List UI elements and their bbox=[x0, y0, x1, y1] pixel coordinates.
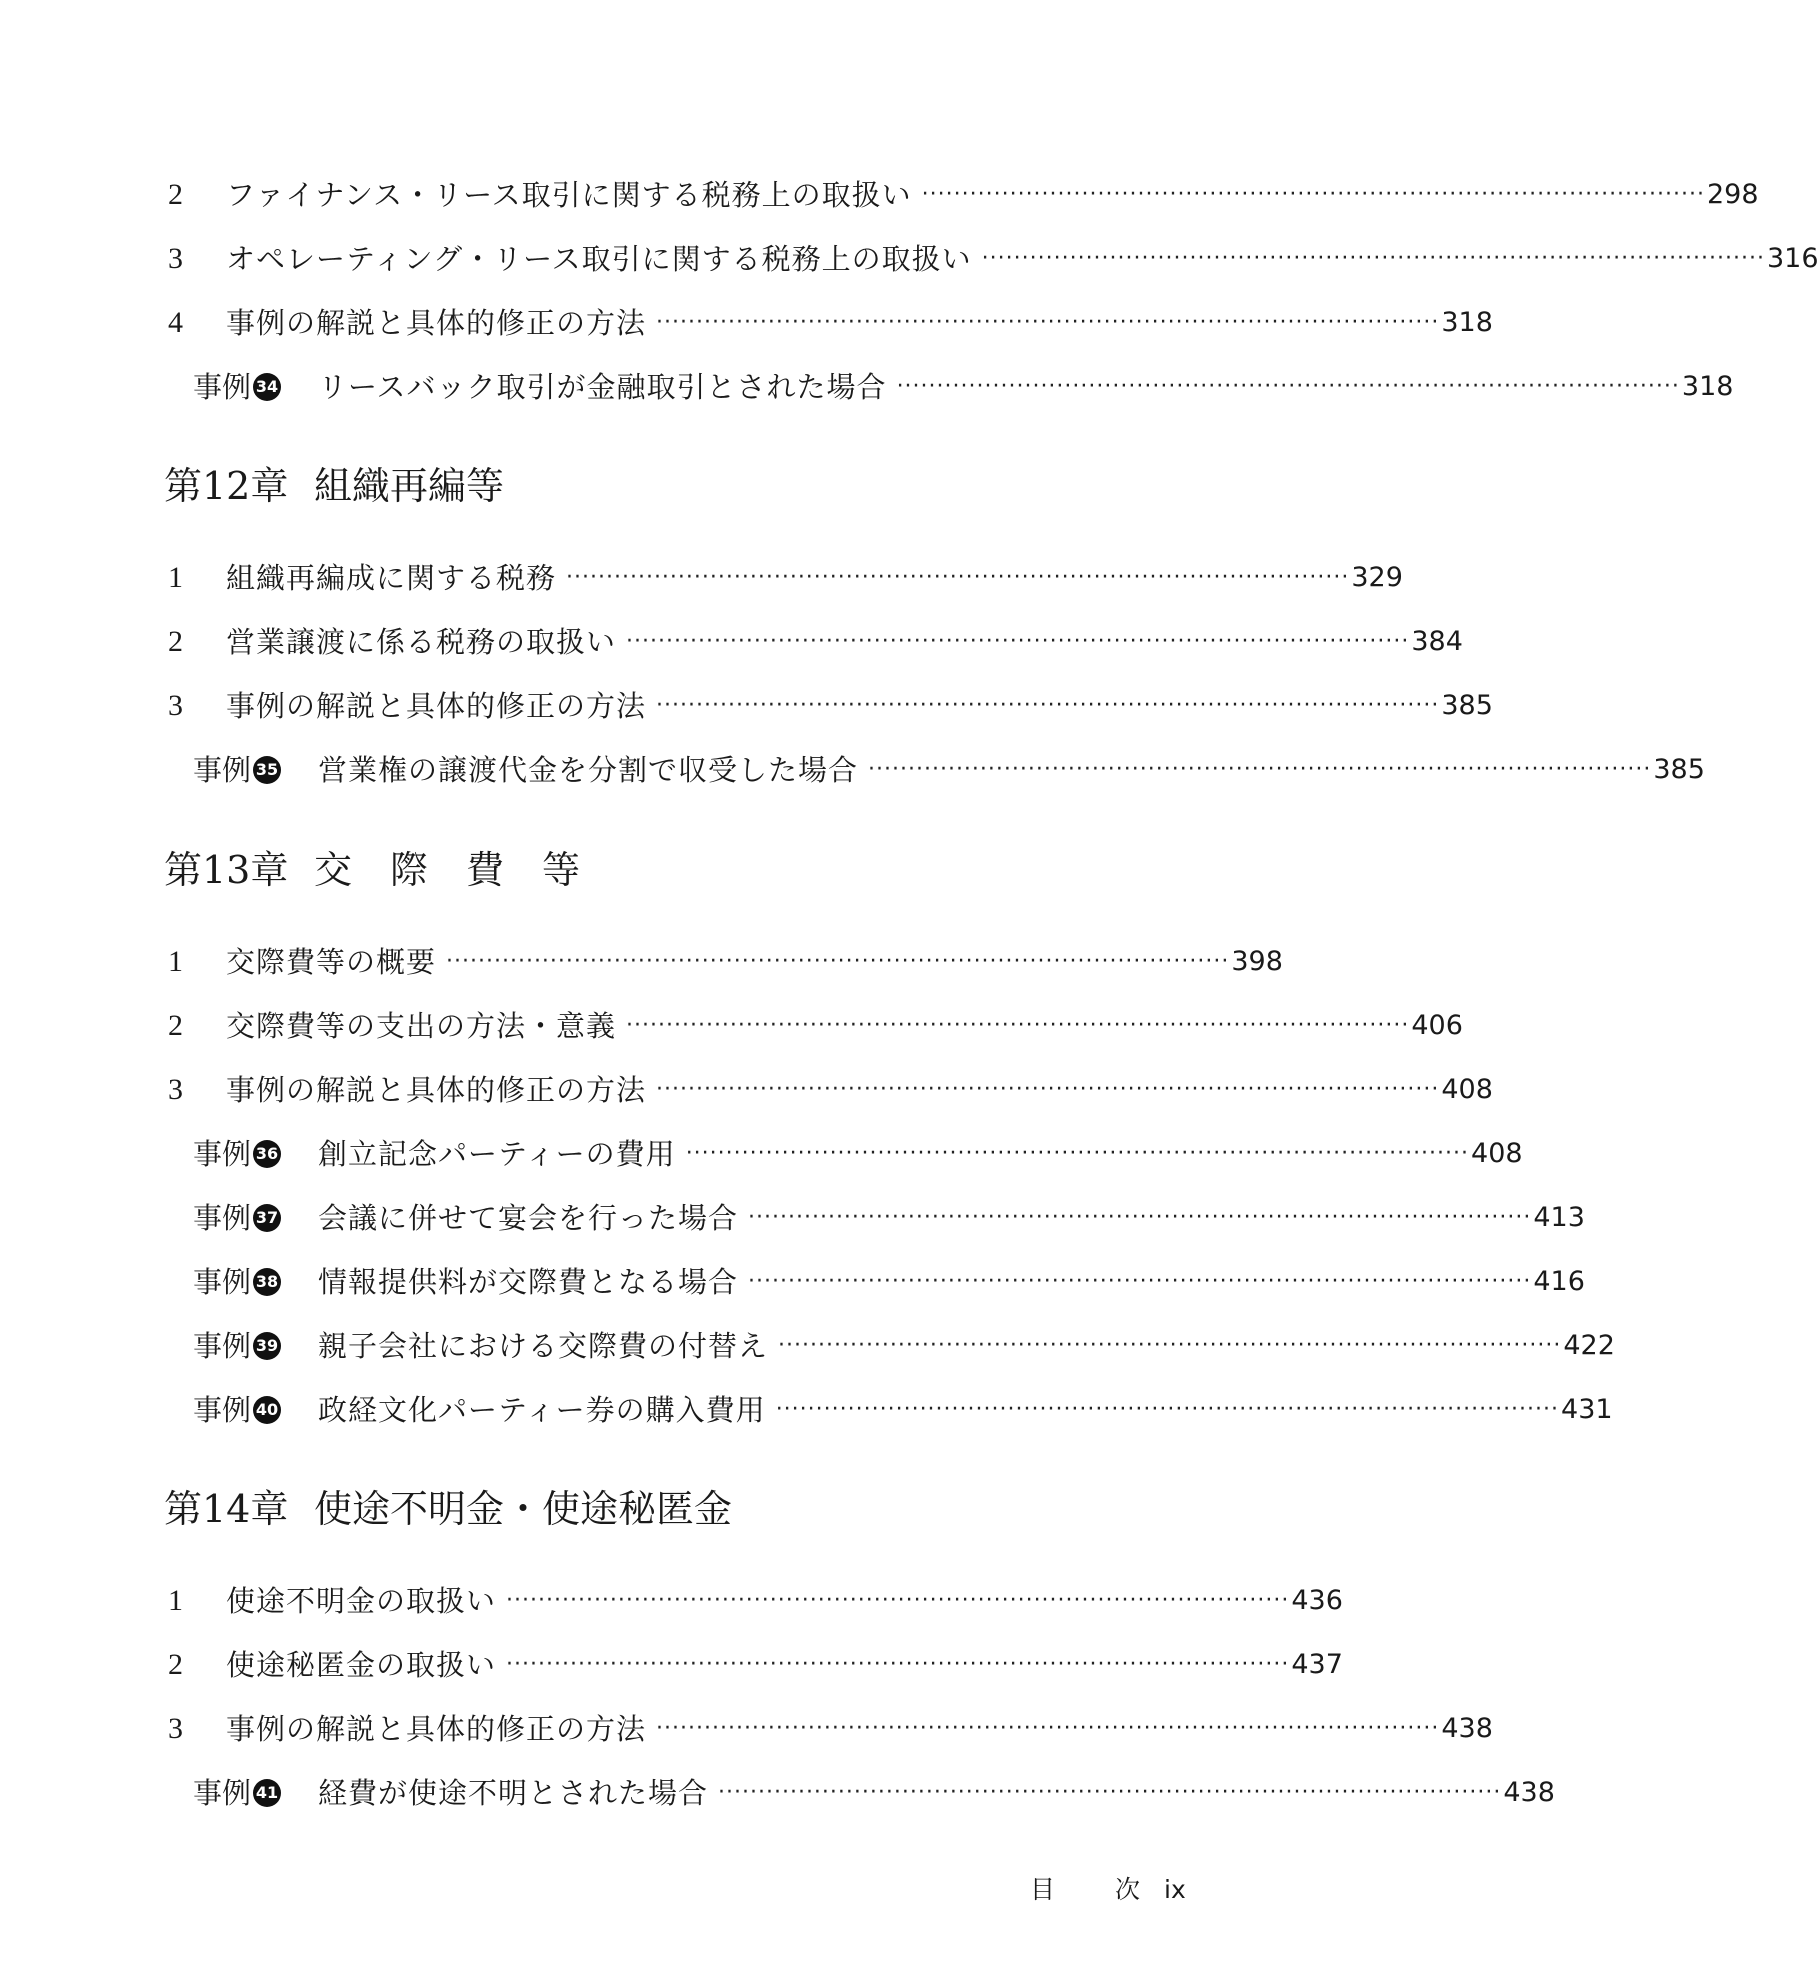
leader-dots: ·································································································· bbox=[896, 374, 1680, 399]
footer-mokuji-1: 目 bbox=[1030, 1875, 1056, 1904]
toc-entry[interactable] bbox=[0, 1709, 1493, 1749]
leader-dots: ·································································································· bbox=[921, 182, 1705, 207]
entry-number: 2 bbox=[168, 1648, 183, 1681]
entry-page: 438 bbox=[1441, 1713, 1493, 1744]
leader-dots: ·································································································· bbox=[656, 1077, 1440, 1102]
entry-page: 438 bbox=[1503, 1777, 1555, 1808]
entry-number: 3 bbox=[168, 1073, 183, 1106]
chapter-title: 使途不明金・使途秘匿金 bbox=[314, 1487, 733, 1531]
entry-page: 316 bbox=[1767, 243, 1819, 274]
entry-number: 1 bbox=[168, 945, 183, 978]
toc-entry[interactable] bbox=[0, 1006, 1463, 1046]
entry-page: 384 bbox=[1411, 626, 1463, 657]
toc-entry[interactable] bbox=[0, 1581, 1400, 1621]
chapter-title: 交 際 費 等 bbox=[314, 848, 581, 892]
leader-dots: ·································································································· bbox=[868, 757, 1652, 782]
entry-page: 406 bbox=[1411, 1010, 1463, 1041]
leader-dots: ·································································································· bbox=[981, 246, 1765, 271]
leader-dots: ·································································································· bbox=[748, 1205, 1532, 1230]
toc-entry[interactable] bbox=[0, 239, 1819, 279]
toc-case-entry[interactable] bbox=[0, 1773, 1555, 1813]
entry-title: 親子会社における交際費の付替え bbox=[318, 1329, 769, 1363]
circled-number-icon: 40 bbox=[253, 1396, 281, 1424]
entry-title: 事例の解説と具体的修正の方法 bbox=[226, 1073, 647, 1107]
entry-title: 交際費等の支出の方法・意義 bbox=[226, 1009, 617, 1043]
entry-title: 事例の解説と具体的修正の方法 bbox=[226, 689, 647, 723]
case-label-text: 事例 bbox=[193, 1329, 252, 1363]
toc-entry[interactable] bbox=[0, 686, 1493, 726]
circled-number-icon: 37 bbox=[253, 1204, 281, 1232]
toc-case-entry[interactable] bbox=[0, 1262, 1585, 1302]
circled-number-icon: 35 bbox=[253, 756, 281, 784]
case-label-text: 事例 bbox=[193, 1137, 252, 1171]
toc-entry[interactable] bbox=[0, 622, 1463, 662]
entry-number: 4 bbox=[168, 306, 183, 339]
entry-title: 事例の解説と具体的修正の方法 bbox=[226, 306, 647, 340]
toc-entry[interactable] bbox=[0, 303, 1493, 343]
circled-number-icon: 38 bbox=[253, 1268, 281, 1296]
leader-dots: ·································································································· bbox=[626, 1013, 1410, 1038]
entry-number: 2 bbox=[168, 178, 183, 211]
case-label bbox=[193, 750, 281, 790]
leader-dots: ·································································································· bbox=[775, 1397, 1560, 1422]
entry-page: 422 bbox=[1563, 1330, 1615, 1361]
chapter-heading[interactable] bbox=[164, 1479, 733, 1539]
toc-case-entry[interactable] bbox=[0, 1198, 1585, 1238]
entry-page: 413 bbox=[1533, 1202, 1585, 1233]
entry-title: 情報提供料が交際費となる場合 bbox=[318, 1265, 739, 1299]
entry-title: リースバック取引が金融取引とされた場合 bbox=[318, 370, 887, 404]
entry-title: 交際費等の概要 bbox=[226, 945, 437, 979]
entry-title: 使途不明金の取扱い bbox=[226, 1584, 497, 1618]
case-label-text: 事例 bbox=[193, 1776, 252, 1810]
toc-case-entry[interactable] bbox=[0, 1390, 1613, 1430]
chapter-heading[interactable] bbox=[164, 840, 581, 900]
toc-entry[interactable] bbox=[0, 558, 1403, 598]
circled-number-icon: 34 bbox=[253, 373, 281, 401]
entry-page: 436 bbox=[1291, 1585, 1343, 1616]
entry-page: 318 bbox=[1441, 307, 1493, 338]
entry-page: 408 bbox=[1441, 1074, 1493, 1105]
entry-page: 416 bbox=[1533, 1266, 1585, 1297]
entry-page: 431 bbox=[1561, 1394, 1613, 1425]
entry-page: 298 bbox=[1707, 179, 1759, 210]
entry-title: 使途秘匿金の取扱い bbox=[226, 1648, 497, 1682]
case-label bbox=[193, 1773, 281, 1813]
chapter-heading[interactable] bbox=[164, 456, 505, 516]
entry-page: 318 bbox=[1681, 371, 1734, 402]
leader-dots: ·································································································· bbox=[656, 693, 1440, 718]
entry-page: 398 bbox=[1231, 946, 1283, 977]
chapter-label: 第13章 bbox=[164, 848, 289, 892]
entry-page: 408 bbox=[1471, 1138, 1523, 1169]
entry-page: 329 bbox=[1351, 562, 1403, 593]
case-label-text: 事例 bbox=[193, 1393, 252, 1427]
entry-number: 3 bbox=[168, 689, 183, 722]
entry-title: 創立記念パーティーの費用 bbox=[318, 1137, 676, 1171]
leader-dots: ·································································································· bbox=[506, 1652, 1290, 1677]
case-label-text: 事例 bbox=[193, 753, 252, 787]
entry-title: オペレーティング・リース取引に関する税務上の取扱い bbox=[226, 242, 972, 276]
entry-title: 会議に併せて宴会を行った場合 bbox=[318, 1201, 739, 1235]
entry-number: 1 bbox=[168, 1584, 183, 1617]
entry-number: 2 bbox=[168, 1009, 183, 1042]
case-label bbox=[193, 1326, 281, 1366]
toc-case-entry[interactable] bbox=[0, 1326, 1615, 1366]
circled-number-icon: 41 bbox=[253, 1779, 281, 1807]
page-number: ix bbox=[1164, 1875, 1186, 1904]
leader-dots: ·································································································· bbox=[748, 1269, 1532, 1294]
entry-number: 3 bbox=[168, 1712, 183, 1745]
toc-entry[interactable] bbox=[0, 942, 1400, 982]
footer-mokuji-2: 次 bbox=[1115, 1875, 1141, 1904]
toc-entry[interactable] bbox=[0, 175, 1759, 215]
entry-title: 営業譲渡に係る税務の取扱い bbox=[226, 625, 617, 659]
entry-title: 経費が使途不明とされた場合 bbox=[318, 1776, 709, 1810]
leader-dots: ·································································································· bbox=[656, 1716, 1440, 1741]
case-label-text: 事例 bbox=[193, 1265, 252, 1299]
entry-page: 385 bbox=[1441, 690, 1493, 721]
case-label bbox=[193, 367, 281, 407]
case-label bbox=[193, 1262, 281, 1302]
leader-dots: ·································································································· bbox=[506, 1588, 1290, 1613]
chapter-label: 第12章 bbox=[164, 464, 289, 508]
leader-dots: ·································································································· bbox=[718, 1780, 1502, 1805]
leader-dots: ·································································································· bbox=[446, 949, 1230, 974]
leader-dots: ·································································································· bbox=[656, 310, 1440, 335]
chapter-title: 組織再編等 bbox=[314, 464, 505, 508]
leader-dots: ·································································································· bbox=[566, 565, 1350, 590]
entry-title: 組織再編成に関する税務 bbox=[226, 561, 557, 595]
toc-entry[interactable] bbox=[0, 1645, 1400, 1685]
case-label bbox=[193, 1134, 281, 1174]
circled-number-icon: 36 bbox=[253, 1140, 281, 1168]
toc-entry[interactable] bbox=[0, 1070, 1493, 1110]
entry-number: 3 bbox=[168, 242, 183, 275]
toc-case-entry[interactable] bbox=[0, 750, 1705, 790]
case-label bbox=[193, 1390, 281, 1430]
toc-case-entry[interactable] bbox=[0, 367, 1734, 407]
leader-dots: ·································································································· bbox=[626, 629, 1410, 654]
case-label-text: 事例 bbox=[193, 1201, 252, 1235]
entry-title: ファイナンス・リース取引に関する税務上の取扱い bbox=[226, 178, 912, 212]
entry-number: 2 bbox=[168, 625, 183, 658]
case-label bbox=[193, 1198, 281, 1238]
page-footer bbox=[1030, 1870, 1186, 1906]
case-label-text: 事例 bbox=[193, 370, 252, 404]
chapter-label: 第14章 bbox=[164, 1487, 289, 1531]
entry-page: 437 bbox=[1291, 1649, 1343, 1680]
toc-case-entry[interactable] bbox=[0, 1134, 1523, 1174]
entry-number: 1 bbox=[168, 561, 183, 594]
circled-number-icon: 39 bbox=[253, 1332, 281, 1360]
entry-page: 385 bbox=[1653, 754, 1705, 785]
leader-dots: ·································································································· bbox=[685, 1141, 1470, 1166]
entry-title: 営業権の譲渡代金を分割で収受した場合 bbox=[318, 753, 859, 787]
entry-title: 政経文化パーティー券の購入費用 bbox=[318, 1393, 766, 1427]
entry-title: 事例の解説と具体的修正の方法 bbox=[226, 1712, 647, 1746]
leader-dots: ·································································································· bbox=[778, 1333, 1562, 1358]
